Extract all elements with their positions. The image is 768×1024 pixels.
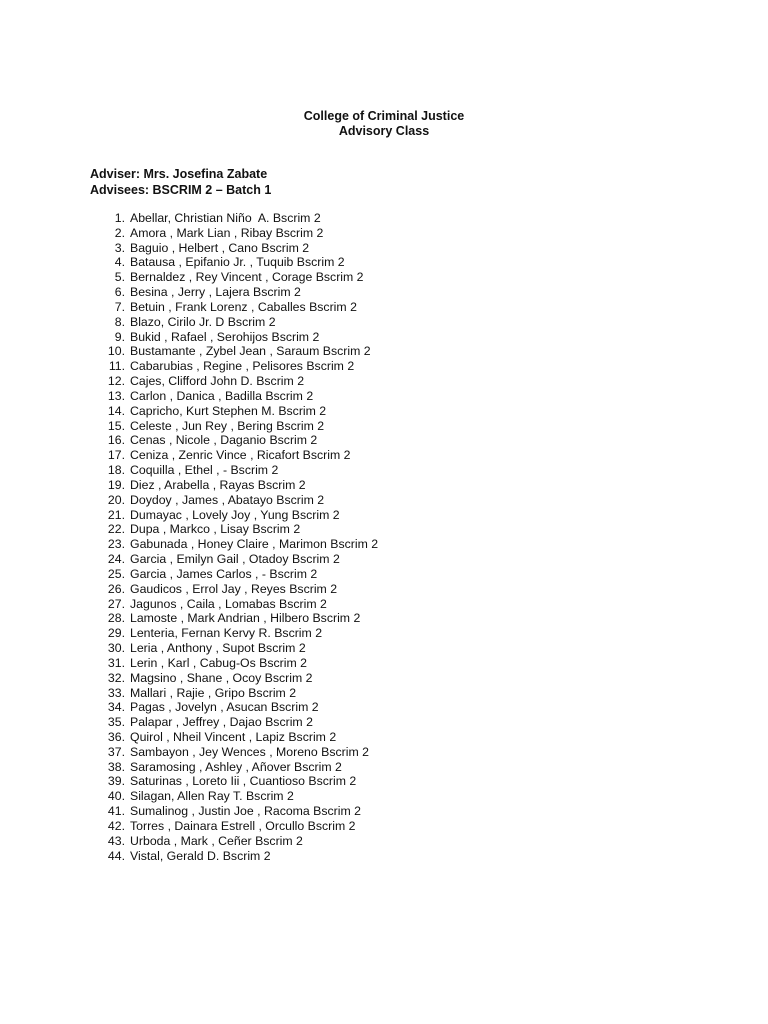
student-list-item bbox=[103, 374, 378, 389]
student-name: Cajes, Clifford John D. Bscrim 2 bbox=[130, 374, 305, 389]
student-list-item bbox=[103, 671, 378, 686]
list-item-number: 34. bbox=[107, 700, 125, 715]
student-list-item bbox=[103, 285, 378, 300]
student-name: Saramosing , Ashley , Añover Bscrim 2 bbox=[130, 759, 342, 774]
student-list-item bbox=[103, 463, 378, 478]
student-name: Sumalinog , Justin Joe , Racoma Bscrim 2 bbox=[130, 804, 361, 819]
student-name: Coquilla , Ethel , - Bscrim 2 bbox=[130, 463, 279, 478]
student-list-item bbox=[103, 760, 378, 775]
student-list-item bbox=[103, 330, 378, 345]
list-item-number: 35. bbox=[107, 715, 125, 730]
student-list-item bbox=[103, 433, 378, 448]
student-list-item bbox=[103, 522, 378, 537]
list-item-number: 3. bbox=[114, 240, 125, 255]
list-item-number: 42. bbox=[107, 818, 125, 833]
student-list-item bbox=[103, 255, 378, 270]
list-item-number: 7. bbox=[114, 299, 125, 314]
list-item-number: 32. bbox=[107, 670, 125, 685]
list-item-number: 15. bbox=[107, 418, 125, 433]
list-item-number: 2. bbox=[114, 225, 125, 240]
student-list-item bbox=[103, 404, 378, 419]
student-name: Lamoste , Mark Andrian , Hilbero Bscrim 2 bbox=[130, 611, 361, 626]
list-item-number: 36. bbox=[107, 729, 125, 744]
student-name: Bernaldez , Rey Vincent , Corage Bscrim 2 bbox=[130, 270, 364, 285]
list-item-number: 4. bbox=[114, 255, 125, 270]
student-name: Baguio , Helbert , Cano Bscrim 2 bbox=[130, 240, 310, 255]
list-item-number: 37. bbox=[107, 744, 125, 759]
list-item-number: 27. bbox=[107, 596, 125, 611]
student-list-item bbox=[103, 774, 378, 789]
list-item-number: 5. bbox=[114, 270, 125, 285]
student-list-item bbox=[103, 686, 378, 701]
student-name: Carlon , Danica , Badilla Bscrim 2 bbox=[130, 388, 314, 403]
list-item-number: 38. bbox=[107, 759, 125, 774]
student-name: Gaudicos , Errol Jay , Reyes Bscrim 2 bbox=[130, 581, 338, 596]
student-list-item bbox=[103, 315, 378, 330]
student-name: Torres , Dainara Estrell , Orcullo Bscrim 2 bbox=[130, 818, 356, 833]
student-name: Palapar , Jeffrey , Dajao Bscrim 2 bbox=[130, 715, 313, 730]
list-item-number: 11. bbox=[108, 359, 125, 374]
document-subtitle: Advisory Class bbox=[338, 124, 430, 138]
student-name: Cenas , Nicole , Daganio Bscrim 2 bbox=[130, 433, 318, 448]
list-item-number: 39. bbox=[107, 774, 125, 789]
student-name: Mallari , Rajie , Gripo Bscrim 2 bbox=[130, 685, 297, 700]
student-list-item bbox=[103, 611, 378, 626]
student-list bbox=[103, 211, 378, 863]
list-item-number: 40. bbox=[107, 789, 125, 804]
student-list-item bbox=[103, 745, 378, 760]
list-item-number: 19. bbox=[107, 477, 125, 492]
student-list-item bbox=[103, 819, 378, 834]
student-name: Sambayon , Jey Wences , Moreno Bscrim 2 bbox=[130, 744, 369, 759]
student-list-item bbox=[103, 849, 378, 864]
student-name: Diez , Arabella , Rayas Bscrim 2 bbox=[130, 477, 306, 492]
list-item-number: 28. bbox=[107, 611, 125, 626]
adviser-line: Adviser: Mrs. Josefina Zabate bbox=[90, 167, 268, 181]
student-name: Doydoy , James , Abatayo Bscrim 2 bbox=[130, 492, 325, 507]
student-name: Urboda , Mark , Ceñer Bscrim 2 bbox=[130, 833, 303, 848]
list-item-number: 8. bbox=[114, 314, 125, 329]
list-item-number: 44. bbox=[107, 848, 125, 863]
student-name: Lerin , Karl , Cabug-Os Bscrim 2 bbox=[130, 655, 307, 670]
student-name: Blazo, Cirilo Jr. D Bscrim 2 bbox=[130, 314, 276, 329]
student-list-item bbox=[103, 211, 378, 226]
list-item-number: 26. bbox=[107, 581, 125, 596]
student-name: Amora , Mark Lian , Ribay Bscrim 2 bbox=[130, 225, 324, 240]
student-list-item bbox=[103, 226, 378, 241]
student-list-item bbox=[103, 552, 378, 567]
student-list-item bbox=[103, 730, 378, 745]
list-item-number: 29. bbox=[107, 626, 125, 641]
student-name: Vistal, Gerald D. Bscrim 2 bbox=[130, 848, 271, 863]
list-item-number: 13. bbox=[107, 388, 125, 403]
student-list-item bbox=[103, 537, 378, 552]
list-item-number: 1. bbox=[114, 211, 125, 225]
student-name: Dumayac , Lovely Joy , Yung Bscrim 2 bbox=[130, 507, 340, 522]
student-name: Garcia , Emilyn Gail , Otadoy Bscrim 2 bbox=[130, 552, 340, 567]
student-name: Bukid , Rafael , Serohijos Bscrim 2 bbox=[130, 329, 320, 344]
student-name: Garcia , James Carlos , - Bscrim 2 bbox=[130, 566, 318, 581]
student-name: Celeste , Jun Rey , Bering Bscrim 2 bbox=[130, 418, 325, 433]
student-list-item bbox=[103, 715, 378, 730]
student-list-item bbox=[103, 270, 378, 285]
list-item-number: 25. bbox=[107, 566, 125, 581]
student-name: Gabunada , Honey Claire , Marimon Bscrim 2 bbox=[130, 537, 379, 552]
student-list-item bbox=[103, 789, 378, 804]
student-list-item bbox=[103, 241, 378, 256]
student-name: Lenteria, Fernan Kervy R. Bscrim 2 bbox=[130, 626, 323, 641]
list-item-number: 21. bbox=[107, 507, 125, 522]
student-name: Jagunos , Caila , Lomabas Bscrim 2 bbox=[130, 596, 327, 611]
list-item-number: 24. bbox=[107, 552, 125, 567]
student-list-item bbox=[103, 597, 378, 612]
student-name: Batausa , Epifanio Jr. , Tuquib Bscrim 2 bbox=[130, 255, 345, 270]
list-item-number: 22. bbox=[107, 522, 125, 537]
student-list-item bbox=[103, 567, 378, 582]
list-item-number: 43. bbox=[107, 833, 125, 848]
student-name: Besina , Jerry , Lajera Bscrim 2 bbox=[130, 285, 301, 300]
student-list-item bbox=[103, 508, 378, 523]
list-item-number: 10. bbox=[107, 344, 125, 359]
student-name: Saturinas , Loreto Iii , Cuantioso Bscrim 2 bbox=[130, 774, 357, 789]
student-list-item bbox=[103, 344, 378, 359]
student-list-item bbox=[103, 804, 378, 819]
student-list-item bbox=[103, 300, 378, 315]
list-item-number: 17. bbox=[107, 448, 125, 463]
student-list-item bbox=[103, 448, 378, 463]
list-item-number: 14. bbox=[107, 403, 125, 418]
student-list-item bbox=[103, 641, 378, 656]
student-list-item bbox=[103, 478, 378, 493]
student-name: Dupa , Markco , Lisay Bscrim 2 bbox=[130, 522, 301, 537]
student-list-item bbox=[103, 582, 378, 597]
student-list-item bbox=[103, 626, 378, 641]
list-item-number: 12. bbox=[107, 374, 125, 389]
student-list-item bbox=[103, 656, 378, 671]
list-item-number: 41. bbox=[107, 804, 125, 819]
student-name: Pagas , Jovelyn , Asucan Bscrim 2 bbox=[130, 700, 319, 715]
student-name: Cabarubias , Regine , Pelisores Bscrim 2 bbox=[130, 359, 355, 374]
advisees-line: Advisees: BSCRIM 2 – Batch 1 bbox=[90, 183, 272, 197]
student-list-item bbox=[103, 419, 378, 434]
student-name: Abellar, Christian Niño A. Bscrim 2 bbox=[130, 211, 321, 225]
list-item-number: 31. bbox=[107, 655, 125, 670]
student-name: Quirol , Nheil Vincent , Lapiz Bscrim 2 bbox=[130, 729, 337, 744]
student-list-item bbox=[103, 389, 378, 404]
list-item-number: 33. bbox=[107, 685, 125, 700]
list-item-number: 9. bbox=[114, 329, 125, 344]
student-name: Bustamante , Zybel Jean , Saraum Bscrim 2 bbox=[130, 344, 371, 359]
student-name: Betuin , Frank Lorenz , Caballes Bscrim 2 bbox=[130, 299, 357, 314]
student-list-item bbox=[103, 493, 378, 508]
student-list-item bbox=[103, 700, 378, 715]
student-name: Magsino , Shane , Ocoy Bscrim 2 bbox=[130, 670, 313, 685]
list-item-number: 18. bbox=[107, 463, 125, 478]
student-name: Ceniza , Zenric Vince , Ricafort Bscrim 2 bbox=[130, 448, 351, 463]
student-name: Capricho, Kurt Stephen M. Bscrim 2 bbox=[130, 403, 327, 418]
list-item-number: 16. bbox=[107, 433, 125, 448]
list-item-number: 23. bbox=[107, 537, 125, 552]
list-item-number: 6. bbox=[114, 285, 125, 300]
list-item-number: 20. bbox=[107, 492, 125, 507]
list-item-number: 30. bbox=[107, 641, 125, 656]
student-name: Silagan, Allen Ray T. Bscrim 2 bbox=[130, 789, 294, 804]
student-list-item bbox=[103, 834, 378, 849]
student-list-item bbox=[103, 359, 378, 374]
student-name: Leria , Anthony , Supot Bscrim 2 bbox=[130, 641, 306, 656]
document-title: College of Criminal Justice bbox=[303, 109, 465, 123]
